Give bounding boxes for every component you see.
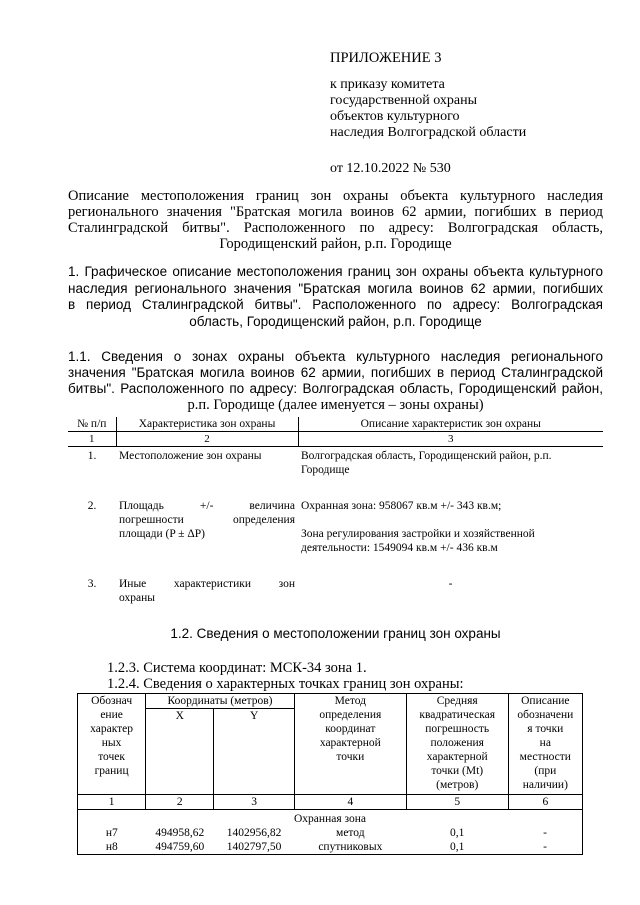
header-line: характерной xyxy=(319,737,381,749)
section-1 xyxy=(68,264,603,330)
description-line: Сталинградской битвы". Расположенного по адресу: Волгоградская область, xyxy=(68,220,603,236)
section-1-2: 1.2. Сведения о местоположении границ зон охраны xyxy=(170,626,501,641)
description xyxy=(68,188,603,252)
section-1-1-line: значения "Братская могила воинов 62 армии, погибших в период Сталинградской xyxy=(68,365,603,380)
appendix-title: ПРИЛОЖЕНИЕ 3 xyxy=(330,50,442,66)
header-point xyxy=(78,694,146,795)
description-line: Описание местоположения границ зон охраны объекта культурного наследия xyxy=(68,188,603,204)
row-characteristic xyxy=(116,477,298,555)
row-description xyxy=(298,477,603,555)
row-description: Волгоградская область, Городищенский район, р.п. Городище xyxy=(301,450,552,476)
section-1-1-line: р.п. Городище (далее именуется – зоны охраны) xyxy=(187,397,484,413)
section-1-1 xyxy=(68,349,603,413)
coord-system xyxy=(107,660,463,692)
appendix-header xyxy=(330,50,526,177)
appendix-line: к приказу комитета xyxy=(330,77,445,92)
row-number: 1. xyxy=(87,450,97,462)
row-characteristic-line: Иные характеристики зон xyxy=(119,578,295,590)
header-line: (при xyxy=(534,765,557,777)
header-cell: Описание характеристик зон охраны xyxy=(298,417,603,432)
header-line: определения xyxy=(319,709,382,721)
header-line: Описание xyxy=(521,695,570,707)
row-number: 2. xyxy=(87,500,97,512)
number-cell: 5 xyxy=(406,795,508,810)
row-characteristic xyxy=(116,555,298,605)
header-method xyxy=(294,694,406,795)
appendix-line: государственной охраны xyxy=(330,93,478,108)
section-1-line: наследия регионального значения "Братская могила воинов 62 армии, погибших xyxy=(68,280,603,296)
header-line: обозначени xyxy=(517,709,574,721)
point-y: 1402956,82 xyxy=(226,827,282,839)
zone-label: Охранная зона xyxy=(294,813,366,825)
appendix-order: от 12.10.2022 № 530 xyxy=(330,161,451,176)
point-id: н8 xyxy=(105,841,118,853)
header-line: характер xyxy=(90,723,134,735)
row-characteristic-line: Площадь +/- величина xyxy=(119,500,295,512)
header-line: на xyxy=(539,737,551,749)
header-line: характерной xyxy=(426,751,488,763)
header-line: точки (Mt) xyxy=(431,765,484,777)
zones-table-numbers xyxy=(68,432,603,447)
section-1-line: в период Сталинградской битвы". Расположенного по адресу: Волгоградская xyxy=(68,297,603,312)
header-line: ных xyxy=(101,737,122,749)
point-method: спутниковых xyxy=(318,841,383,853)
zone-row xyxy=(78,810,583,827)
point-x: 494958,62 xyxy=(155,827,205,839)
header-line: Метод xyxy=(334,695,366,707)
appendix-line: наследия Волгоградской области xyxy=(330,125,527,140)
points-table-numbers xyxy=(78,795,583,810)
header-line: точек xyxy=(98,751,125,763)
row-characteristic-line: охраны xyxy=(119,592,155,604)
appendix-line: объектов культурного xyxy=(330,109,460,124)
header-line: ение xyxy=(100,709,123,721)
header-line: квадратическая xyxy=(419,709,496,721)
section-1-2-4: 1.2.4. Сведения о характерных точках границ зон охраны: xyxy=(107,676,464,692)
table-row xyxy=(78,840,583,855)
zones-table-header xyxy=(68,417,603,432)
row-number: 3. xyxy=(87,578,97,590)
point-y: 1402797,50 xyxy=(226,841,282,853)
header-line: я точки xyxy=(527,723,564,735)
row-characteristic-line: погрешности определения xyxy=(119,514,295,526)
point-desc: - xyxy=(543,827,547,839)
row-characteristic: Местоположение зон охраны xyxy=(119,450,262,462)
header-description xyxy=(508,694,582,795)
row-description-line: Охранная зона: 958067 кв.м +/- 343 кв.м; xyxy=(301,500,502,512)
table-row xyxy=(68,477,603,555)
number-cell: 1 xyxy=(68,432,116,447)
row-characteristic-line: площади (P ± ΔP) xyxy=(119,528,205,540)
header-line: положения xyxy=(430,737,484,749)
table-row xyxy=(68,555,603,605)
section-1-1-line: битвы". Расположенного по адресу: Волгоградская область, Городищенский район, xyxy=(68,381,603,396)
section-1-2-3: 1.2.3. Система координат: МСК-34 зона 1. xyxy=(107,660,367,676)
point-id: н7 xyxy=(105,827,118,839)
number-cell: 2 xyxy=(116,432,298,447)
header-line: (метров) xyxy=(436,779,479,791)
header-line: погрешность xyxy=(425,723,490,735)
points-table-header xyxy=(78,694,583,709)
points-table xyxy=(77,693,583,855)
header-cell: № п/п xyxy=(68,417,116,432)
table-row xyxy=(78,826,583,840)
header-line: границ xyxy=(94,765,129,777)
number-cell: 6 xyxy=(508,795,582,810)
header-line: Средняя xyxy=(436,695,478,707)
header-y: Y xyxy=(214,709,294,795)
point-desc: - xyxy=(543,841,547,853)
description-line: Городищенский район, р.п. Городище xyxy=(219,236,452,252)
point-x: 494759,60 xyxy=(155,841,205,853)
header-line: наличии) xyxy=(522,779,568,791)
point-error: 0,1 xyxy=(450,841,465,853)
header-line: Обознач xyxy=(91,695,133,707)
header-error xyxy=(406,694,508,795)
header-line: местности xyxy=(519,751,571,763)
header-line: координат xyxy=(325,723,376,735)
point-error: 0,1 xyxy=(450,827,465,839)
section-1-1-line: 1.1. Сведения о зонах охраны объекта культурного наследия регионального xyxy=(68,349,603,364)
header-line: точки xyxy=(336,751,365,763)
number-cell: 4 xyxy=(294,795,406,810)
row-description: - xyxy=(448,578,453,590)
number-cell: 1 xyxy=(78,795,146,810)
header-x: X xyxy=(146,709,214,795)
number-cell: 3 xyxy=(214,795,294,810)
description-line: регионального значения "Братская могила воинов 62 армии, погибших в период xyxy=(68,204,603,220)
section-1-line: 1. Графическое описание местоположения границ зон охраны объекта культурного xyxy=(68,264,603,279)
table-row xyxy=(68,447,603,478)
header-coords: Координаты (метров) xyxy=(146,694,295,709)
row-description-line: Зона регулирования застройки и хозяйственной деятельности: 1549094 кв.м +/- 436 кв.м xyxy=(301,528,535,554)
header-cell: Характеристика зон охраны xyxy=(116,417,298,432)
number-cell: 2 xyxy=(146,795,214,810)
point-method: метод xyxy=(336,827,365,839)
number-cell: 3 xyxy=(298,432,603,447)
section-1-line: область, Городищенский район, р.п. Городище xyxy=(189,313,482,329)
zones-table xyxy=(68,417,603,605)
